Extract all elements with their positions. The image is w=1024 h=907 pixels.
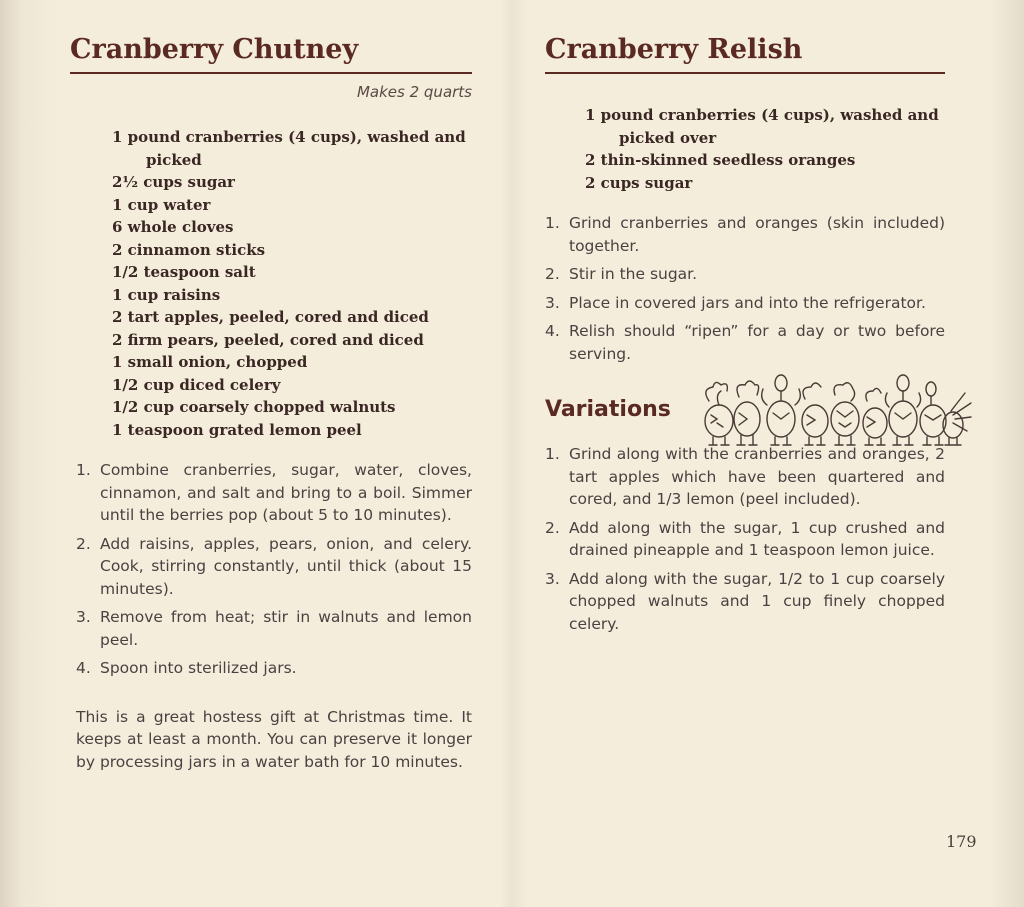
step-number: 1. [545, 214, 560, 232]
variation-item [545, 517, 945, 562]
step-number: 2. [76, 534, 91, 553]
step-number: 3. [545, 569, 560, 588]
step-text: Spoon into sterilized jars. [100, 659, 297, 677]
chutney-note: This is a great hostess gift at Christmas time. It keeps at least a month. You can preserve it longer by processing jars in a water bath for 10 minutes. [76, 707, 472, 771]
step-text: Grind along with the cranberries and oranges, 2 tart apples which have been quartered and cored, and 1/3 lemon (peel included). [569, 445, 945, 508]
ingredient-item: 1/2 cup diced celery [112, 375, 281, 394]
step-text: Place in covered jars and into the refrigerator. [569, 293, 926, 312]
relish-steps [545, 212, 945, 365]
ingredient-item: 2 firm pears, peeled, cored and diced [112, 330, 424, 349]
step-item [76, 459, 472, 527]
step-number: 3. [545, 293, 560, 312]
ingredient-item: 6 whole cloves [112, 218, 234, 236]
step-item [545, 320, 945, 365]
ingredient-item: 1/2 cup coarsely chopped walnuts [112, 398, 396, 416]
step-text: Remove from heat; stir in walnuts and lemon peel. [100, 608, 472, 649]
step-number: 1. [545, 445, 560, 463]
ingredient-item: 2½ cups sugar [112, 173, 235, 191]
chutney-steps [76, 459, 472, 680]
step-item [76, 606, 472, 651]
step-text: Relish should “ripen” for a day or two before serving. [569, 322, 945, 363]
turkey-figure [920, 382, 946, 445]
turkey-figure [705, 382, 733, 445]
ingredient-item: 1 pound cranberries (4 cups), washed and picked [112, 128, 466, 169]
ingredient-item: 1 cup water [112, 195, 211, 214]
turkey-figure [863, 388, 887, 445]
ingredient-item: 2 thin-skinned seedless oranges [585, 151, 856, 169]
turkey-figure [734, 381, 760, 445]
step-number: 3. [76, 608, 91, 626]
variation-item [545, 568, 945, 636]
turkey-figure [802, 383, 828, 445]
variation-item [545, 443, 945, 511]
step-item [545, 292, 945, 315]
variations-header-row [545, 371, 945, 435]
relish-ingredients [545, 104, 945, 194]
step-number: 1. [76, 461, 91, 479]
step-number: 4. [76, 659, 91, 677]
step-text: Add along with the sugar, 1 cup crushed and drained pineapple and 1 teaspoon lemon juice. [569, 518, 945, 559]
turkey-figure [762, 375, 801, 445]
ingredient-item: 2 cups sugar [585, 173, 693, 192]
turkey-figure [831, 383, 859, 445]
step-item [76, 657, 472, 680]
step-number: 2. [545, 265, 560, 283]
page-number: 179 [946, 832, 977, 851]
ingredient-item: 1 teaspoon grated lemon peel [112, 420, 362, 439]
ingredient-item: 1/2 teaspoon salt [112, 263, 256, 281]
title-rule [70, 72, 472, 74]
chutney-title: Cranberry Chutney [70, 34, 359, 65]
step-text: Combine cranberries, sugar, water, cloves, cinnamon, and salt and bring to a boil. Simmer until the berries pop (about 5 to 10 minutes). [100, 461, 472, 524]
step-item [545, 263, 945, 286]
ingredient-item: 1 cup raisins [112, 285, 221, 304]
step-number: 4. [545, 322, 560, 340]
variations-list [545, 443, 945, 635]
ingredient-item: 1 pound cranberries (4 cups), washed and picked over [585, 106, 939, 147]
title-rule [545, 72, 945, 74]
step-item [545, 212, 945, 257]
chutney-yield: Makes 2 quarts [356, 83, 472, 101]
step-text: Grind cranberries and oranges (skin included) together. [569, 214, 945, 255]
step-number: 2. [545, 518, 560, 537]
step-text: Add along with the sugar, 1/2 to 1 cup coarsely chopped walnuts and 1 cup finely chopped celery. [569, 569, 945, 633]
step-text: Stir in the sugar. [569, 265, 698, 283]
ingredient-item: 2 cinnamon sticks [112, 240, 266, 259]
turkey-figure [943, 393, 971, 445]
chutney-ingredients [70, 126, 472, 441]
turkey-flock-illustration [695, 371, 975, 451]
step-item [76, 533, 472, 601]
relish-recipe [545, 30, 945, 641]
chutney-recipe [70, 30, 472, 789]
relish-title: Cranberry Relish [545, 34, 803, 65]
variations-heading: Variations [545, 397, 671, 422]
ingredient-item: 2 tart apples, peeled, cored and diced [112, 308, 429, 326]
ingredient-item: 1 small onion, chopped [112, 353, 308, 371]
step-text: Add raisins, apples, pears, onion, and celery. Cook, stirring constantly, until thick (about 15 minutes). [100, 534, 472, 598]
turkey-figure [885, 375, 920, 445]
